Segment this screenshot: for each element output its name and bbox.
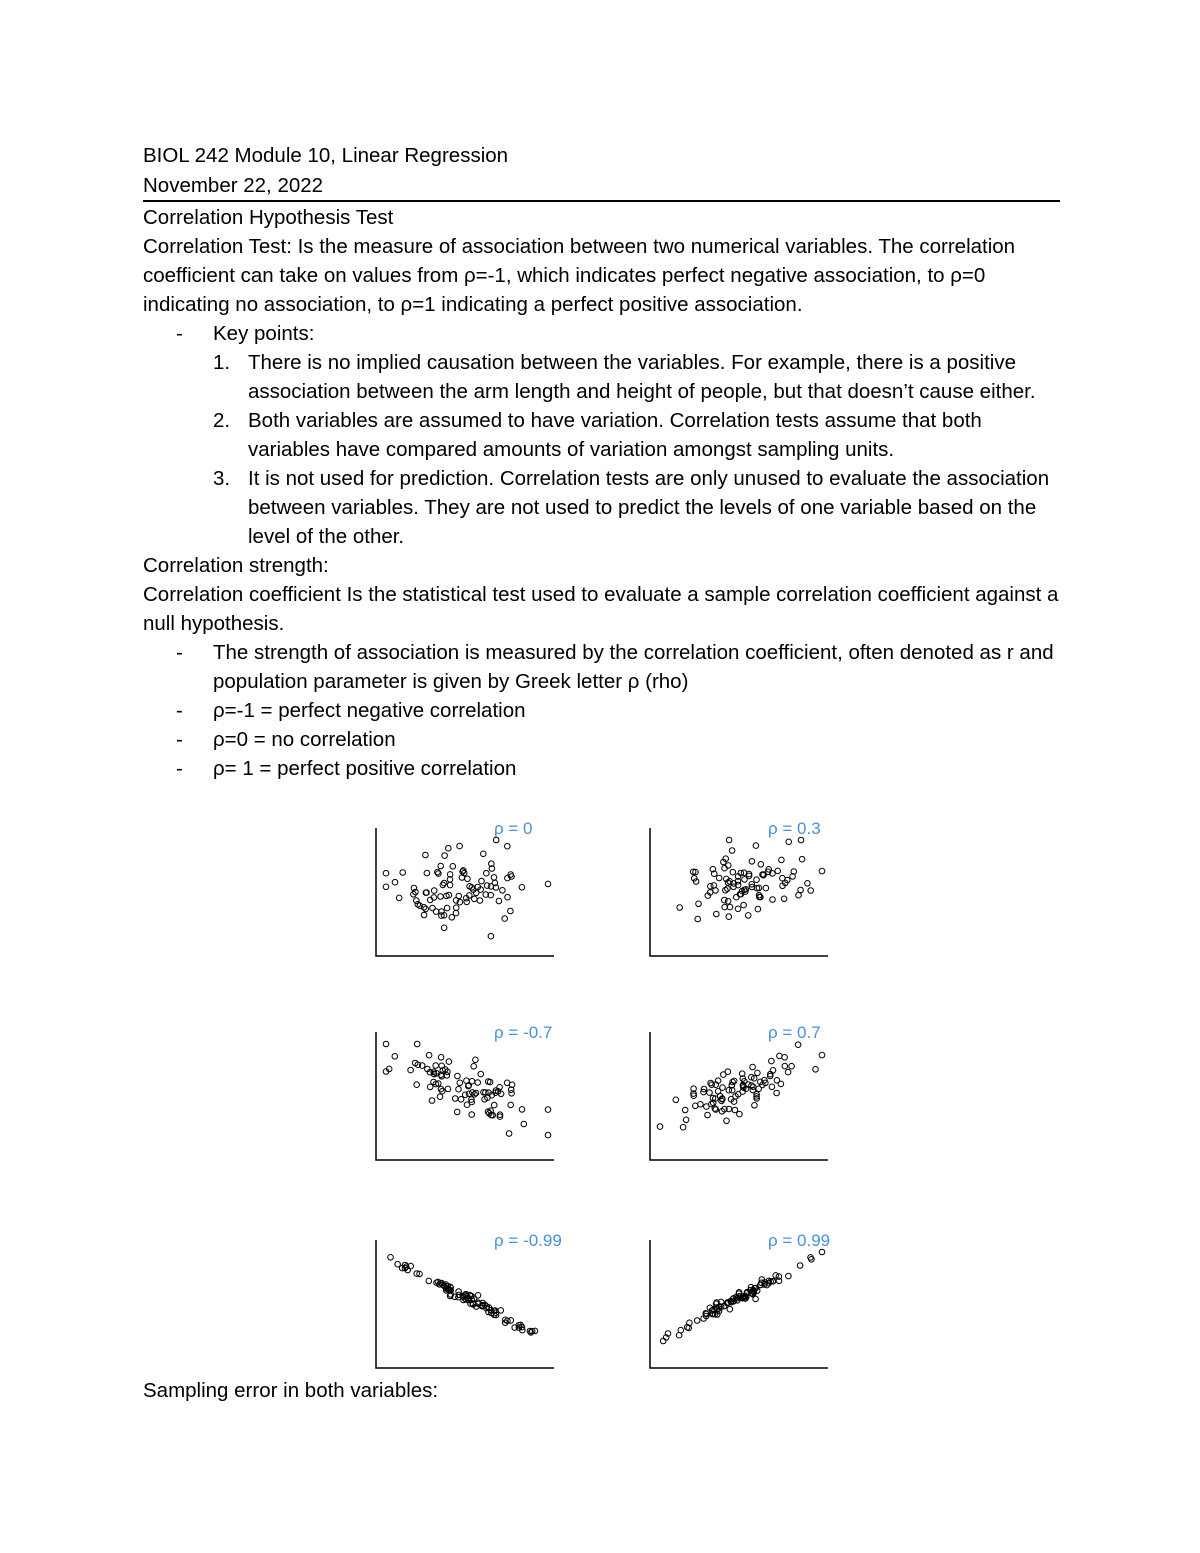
scatter-point (752, 1103, 758, 1109)
scatter-point (453, 905, 459, 911)
scatter-point (508, 908, 514, 914)
document-title: BIOL 242 Module 10, Linear Regression (143, 144, 509, 167)
scatter-point (819, 868, 825, 874)
scatter-point (721, 1072, 727, 1078)
scatter-point (722, 904, 728, 910)
scatter-point (446, 845, 452, 851)
scatter-point (414, 1041, 420, 1047)
rho-label: ρ = 0.99 (768, 1231, 831, 1250)
rho-label: ρ = -0.99 (494, 1231, 562, 1250)
scatter-point (797, 1263, 803, 1269)
scatter-point (711, 883, 717, 889)
footer-text: Sampling error in both variables: (143, 1379, 439, 1402)
scatter-point (745, 913, 751, 919)
list-item (143, 406, 1060, 464)
scatter-point (423, 852, 429, 858)
scatter-point (447, 882, 453, 888)
scatter-point (414, 898, 420, 904)
scatter-point (753, 843, 759, 849)
section-heading: Correlation strength: (143, 554, 329, 577)
scatter-point (756, 1086, 762, 1092)
scatter-point (456, 1289, 462, 1295)
bullet-text: The strength of association is measured by the correlation coefficient, often denoted as r and population parameter is given by Greek letter ρ (rho) (213, 641, 1054, 693)
scatter-point (545, 881, 551, 887)
scatter-point (682, 1107, 688, 1113)
scatter-point (660, 1338, 666, 1344)
correlation-figure (360, 810, 850, 1370)
scatter-point (437, 1094, 443, 1100)
scatter-point (473, 1057, 479, 1063)
scatter-point (456, 1086, 462, 1092)
scatter-point (693, 1103, 699, 1109)
scatter-point (755, 906, 761, 912)
scatter-point (424, 870, 430, 876)
scatter-point (502, 916, 508, 922)
scatter-point (493, 837, 499, 843)
scatter-point (452, 1096, 458, 1102)
scatter-point (431, 888, 437, 894)
scatter-point (438, 894, 444, 900)
list-item (143, 319, 1060, 348)
key-point-text: It is not used for prediction. Correlation tests are only unused to evaluate the association between variables. They are not used to predict the levels of one variable based on the level of the other. (248, 467, 1050, 548)
scatter-point (735, 906, 741, 912)
list-item (143, 725, 1060, 754)
bullet-dash: - (176, 699, 183, 722)
scatter-point (715, 1089, 721, 1095)
rho-label: ρ = -0.7 (494, 1023, 553, 1042)
scatter-point (727, 904, 733, 910)
list-item (143, 696, 1060, 725)
header-divider (143, 200, 1060, 202)
scatter-point (430, 905, 436, 911)
scatter-point (466, 1091, 472, 1097)
list-number: 3. (213, 467, 231, 490)
scatter-point (775, 868, 781, 874)
scatter-point (774, 1090, 780, 1096)
axis-lines (376, 1240, 554, 1368)
scatter-point (545, 1132, 551, 1138)
scatter-point (445, 1086, 451, 1092)
list-item (143, 348, 1060, 406)
axis-lines (376, 1032, 554, 1160)
scatter-point (716, 875, 722, 881)
scatter-point (781, 896, 787, 902)
scatter-point (696, 901, 702, 907)
bullet-dash: - (176, 757, 183, 780)
scatter-point (488, 933, 494, 939)
scatter-point (491, 1102, 497, 1108)
scatter-point (770, 1068, 776, 1074)
section-heading: Correlation Hypothesis Test (143, 206, 394, 229)
scatter-point (782, 1063, 788, 1069)
scatter-point (673, 1097, 679, 1103)
scatter-point (798, 887, 804, 893)
scatter-point (500, 888, 506, 894)
scatter-point (709, 1101, 715, 1107)
scatter-point (427, 1084, 433, 1090)
scatter-point (521, 1121, 527, 1127)
scatter-point (769, 1084, 775, 1090)
scatter-point (519, 1107, 525, 1113)
scatter-point (774, 1078, 780, 1084)
scatter-point (683, 1117, 689, 1123)
scatter-point (819, 1052, 825, 1058)
list-number: 1. (213, 351, 231, 374)
scatter-panel (650, 819, 828, 956)
scatter-point (454, 1109, 460, 1115)
scatter-point (450, 864, 456, 870)
scatter-point (799, 856, 805, 862)
scatter-point (475, 1080, 481, 1086)
scatter-point (475, 1293, 481, 1299)
scatter-point (786, 1273, 792, 1279)
list-item (143, 464, 1060, 551)
rho-label: ρ = 0.7 (768, 1023, 821, 1042)
scatter-point (763, 885, 769, 891)
scatter-point (813, 1067, 819, 1073)
scatter-point (426, 1278, 432, 1284)
bullet-dash: - (176, 728, 183, 751)
scatter-point (459, 875, 465, 881)
scatter-point (519, 885, 525, 891)
scatter-point (473, 1090, 479, 1096)
scatter-point (755, 1070, 761, 1076)
scatter-point (709, 1082, 715, 1088)
scatter-point (396, 895, 402, 901)
scatter-point (484, 883, 490, 889)
scatter-point (677, 905, 683, 911)
scatter-point (383, 870, 389, 876)
scatter-point (819, 1249, 825, 1255)
scatter-point (479, 878, 485, 884)
axis-lines (650, 1240, 828, 1368)
scatter-point (484, 870, 490, 876)
scatter-point (776, 1278, 782, 1284)
scatter-point (727, 1306, 733, 1312)
scatter-point (795, 1042, 801, 1048)
scatter-point (438, 863, 444, 869)
scatter-point (441, 880, 447, 886)
scatter-point (770, 897, 776, 903)
scatter-point (444, 905, 450, 911)
scatter-point (400, 870, 406, 876)
scatter-point (729, 848, 735, 854)
scatter-point (498, 1308, 504, 1314)
scatter-point (472, 896, 478, 902)
list-number: 2. (213, 409, 231, 432)
scatter-point (726, 914, 732, 920)
scatter-point (722, 897, 728, 903)
scatter-point (707, 1090, 713, 1096)
scatter-point (505, 843, 511, 849)
section-intro: Correlation Test: Is the measure of association between two numerical variables. The correlation coefficient can take on values from ρ=-1, which indicates perfect negative association, to ρ=0 indicating no association, to ρ=1 indicating a perfect positive association. (143, 235, 1016, 316)
scatter-panel (376, 1231, 562, 1368)
scatter-point (469, 1112, 475, 1118)
scatter-point (724, 1118, 730, 1124)
bullet-text: ρ=-1 = perfect negative correlation (213, 699, 526, 722)
scatter-panel (376, 1023, 554, 1160)
scatter-point (429, 1098, 435, 1104)
scatter-point (808, 888, 814, 894)
scatter-point (777, 1053, 783, 1059)
scatter-point (491, 875, 497, 881)
key-points-label: Key points: (213, 322, 315, 345)
scatter-point (726, 863, 732, 869)
scatter-point (456, 893, 462, 899)
scatter-point (789, 1063, 795, 1069)
scatter-point (433, 909, 439, 915)
scatter-point (441, 925, 447, 931)
scatter-point (442, 853, 448, 859)
scatter-point (809, 1257, 815, 1263)
section-intro: Correlation coefficient Is the statistical test used to evaluate a sample correlation coefficient against a null hypothesis. (143, 583, 1059, 635)
scatter-point (750, 1064, 756, 1070)
scatter-point (737, 1111, 743, 1117)
scatter-point (478, 1071, 484, 1077)
scatter-point (730, 869, 736, 875)
scatter-point (742, 877, 748, 883)
scatter-point (453, 910, 459, 916)
scatter-grid (360, 810, 850, 1370)
scatter-point (680, 1124, 686, 1130)
scatter-point (508, 1102, 514, 1108)
scatter-point (392, 879, 398, 885)
scatter-point (438, 1055, 444, 1061)
scatter-point (705, 1112, 711, 1118)
scatter-point (805, 881, 811, 887)
scatter-point (753, 1296, 759, 1302)
scatter-point (505, 894, 511, 900)
scatter-point (694, 1318, 700, 1324)
scatter-point (657, 1124, 663, 1130)
scatter-point (462, 1092, 468, 1098)
scatter-point (496, 898, 502, 904)
scatter-point (465, 876, 471, 882)
scatter-point (458, 1097, 464, 1103)
scatter-point (395, 1261, 401, 1267)
scatter-point (725, 899, 731, 905)
scatter-point (446, 1059, 452, 1065)
scatter-point (506, 1131, 512, 1137)
scatter-point (754, 877, 760, 883)
scatter-point (798, 837, 804, 843)
scatter-point (676, 1332, 682, 1338)
axis-lines (650, 1032, 828, 1160)
scatter-point (383, 884, 389, 890)
scatter-point (471, 1064, 477, 1070)
scatter-point (741, 902, 747, 908)
scatter-point (732, 1107, 738, 1113)
scatter-point (455, 1073, 461, 1079)
scatter-panel (376, 819, 554, 956)
scatter-point (433, 1063, 439, 1069)
scatter-point (714, 911, 720, 917)
axis-lines (376, 828, 554, 956)
scatter-point (408, 1067, 414, 1073)
bullet-text: ρ=0 = no correlation (213, 728, 396, 751)
scatter-point (786, 839, 792, 845)
scatter-point (749, 859, 755, 865)
scatter-point (545, 1107, 551, 1113)
scatter-point (388, 1255, 394, 1261)
scatter-panel (650, 1231, 830, 1368)
rho-label: ρ = 0 (494, 819, 533, 838)
scatter-point (779, 857, 785, 863)
scatter-point (426, 1052, 432, 1058)
bullet-dash: - (176, 641, 183, 664)
scatter-point (414, 1082, 420, 1088)
scatter-point (769, 1058, 775, 1064)
scatter-point (421, 912, 427, 918)
bullet-text: ρ= 1 = perfect positive correlation (213, 757, 517, 780)
scatter-point (464, 899, 470, 905)
list-item (143, 638, 1060, 696)
document-body (143, 203, 1060, 783)
list-item (143, 754, 1060, 783)
scatter-point (383, 1041, 389, 1047)
scatter-point (785, 1069, 791, 1075)
scatter-point (481, 851, 487, 857)
scatter-point (758, 862, 764, 868)
bullet-dash: - (176, 322, 183, 345)
document-date: November 22, 2022 (143, 174, 324, 197)
scatter-point (457, 843, 463, 849)
key-point-text: There is no implied causation between the variables. For example, there is a positive association between the arm length and height of people, but that doesn’t cause either. (248, 351, 1036, 403)
scatter-point (726, 837, 732, 843)
scatter-point (695, 916, 701, 922)
key-point-text: Both variables are assumed to have variation. Correlation tests assume that both variables have compared amounts of variation amongst sampling units. (248, 409, 982, 461)
scatter-panel (650, 1023, 828, 1160)
scatter-point (477, 898, 483, 904)
scatter-point (457, 1080, 463, 1086)
scatter-point (392, 1054, 398, 1060)
rho-label: ρ = 0.3 (768, 819, 821, 838)
scatter-point (722, 865, 728, 871)
scatter-point (509, 1091, 515, 1097)
